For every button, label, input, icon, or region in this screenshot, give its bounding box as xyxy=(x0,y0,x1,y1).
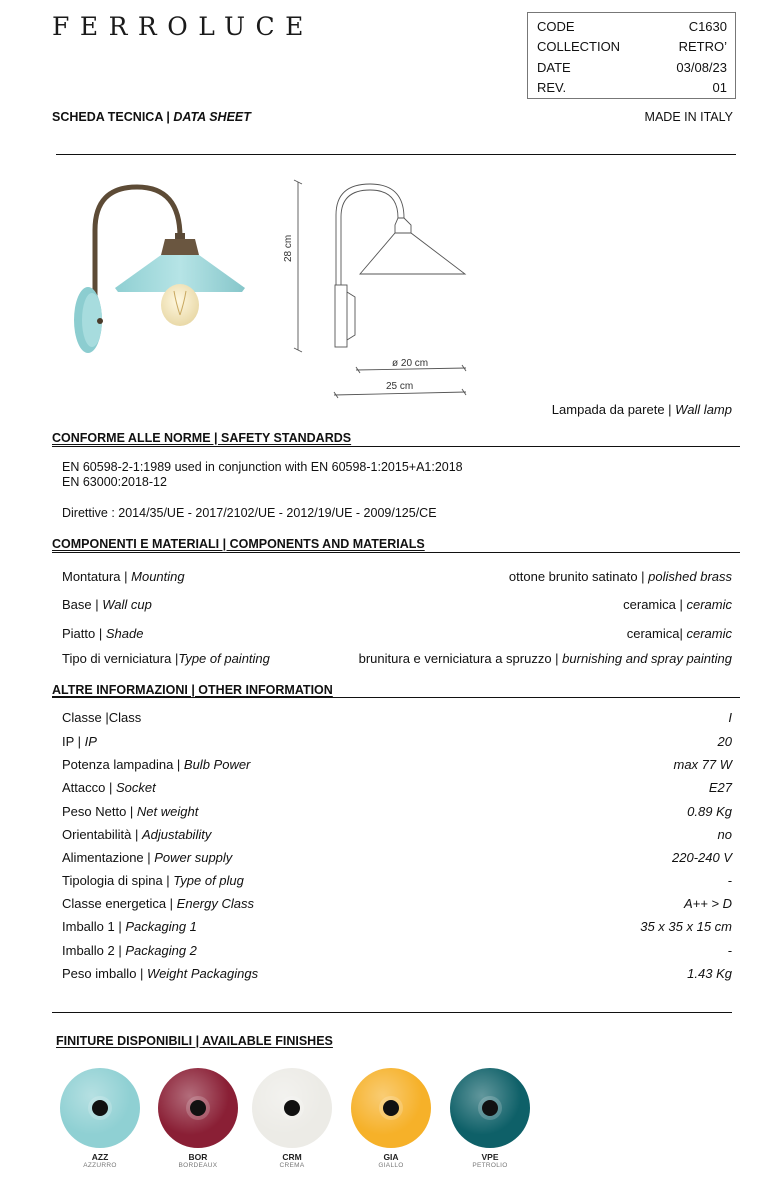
caption-en: Wall lamp xyxy=(675,402,732,417)
info-row-code xyxy=(537,17,727,37)
diameter-dimension: ø 20 cm xyxy=(392,358,429,369)
finish-color-disc xyxy=(60,1068,140,1148)
spec-row xyxy=(62,966,732,981)
depth-dimension: 25 cm xyxy=(386,381,414,392)
component-label: Base | Wall cup xyxy=(62,597,152,612)
section-divider xyxy=(52,1012,732,1013)
component-row xyxy=(62,626,732,641)
safety-standard-line-1: EN 60598-2-1:1989 used in conjunction with EN 60598-1:2015+A1:2018 xyxy=(62,460,463,474)
spec-label: Classe |Class xyxy=(62,710,142,725)
finish-name: GIALLO xyxy=(378,1162,404,1169)
finish-name: PETROLIO xyxy=(472,1162,508,1169)
component-value: ottone brunito satinato | polished brass xyxy=(508,569,732,584)
info-value: 03/08/23 xyxy=(676,59,727,75)
component-value: ceramica| ceramic xyxy=(626,626,732,641)
component-value: ceramica | ceramic xyxy=(623,597,732,612)
wall-lamp-photo xyxy=(62,175,262,370)
component-value: brunitura e verniciatura a spruzzo | burnishing and spray painting xyxy=(358,651,732,666)
spec-value: 35 x 35 x 15 cm xyxy=(640,919,732,934)
spec-label: Peso imballo | Weight Packagings xyxy=(62,966,259,981)
info-label: REV. xyxy=(537,80,567,96)
spec-value: E27 xyxy=(708,780,732,795)
info-value: 01 xyxy=(712,80,727,96)
brand-logo: FERROLUCE xyxy=(52,12,314,41)
component-row xyxy=(62,597,732,612)
spec-row xyxy=(62,850,732,865)
spec-label: Potenza lampadina | Bulb Power xyxy=(62,757,251,772)
component-row xyxy=(62,569,732,584)
spec-value: 220-240 V xyxy=(672,850,732,865)
finish-name: BORDEAUX xyxy=(178,1162,218,1169)
info-row-collection xyxy=(537,37,727,57)
finish-color-disc xyxy=(450,1068,530,1148)
finish-swatch-azz xyxy=(60,1068,140,1170)
component-label: Montatura | Mounting xyxy=(62,569,185,584)
spec-row xyxy=(62,710,732,725)
finish-name: AZZURRO xyxy=(83,1162,117,1169)
finish-swatch-bor xyxy=(158,1068,238,1170)
safety-standards-heading: CONFORME ALLE NORME | SAFETY STANDARDS xyxy=(52,431,352,445)
socket-hole-icon xyxy=(284,1100,300,1116)
finish-color-disc xyxy=(351,1068,431,1148)
info-value: C1630 xyxy=(688,19,727,34)
socket-hole-icon xyxy=(92,1100,108,1116)
finish-color-disc xyxy=(252,1068,332,1148)
document-info-box xyxy=(527,12,736,99)
finish-code: AZZ xyxy=(91,1152,109,1162)
technical-drawing xyxy=(280,170,480,410)
available-finishes-heading: FINITURE DISPONIBILI | AVAILABLE FINISHES xyxy=(56,1034,333,1048)
spec-label: Imballo 1 | Packaging 1 xyxy=(62,919,197,934)
info-label: DATE xyxy=(537,59,571,75)
section-divider xyxy=(52,697,740,698)
spec-label: Attacco | Socket xyxy=(62,780,156,795)
spec-value: no xyxy=(717,827,732,842)
socket-hole-icon xyxy=(383,1100,399,1116)
made-in-label: MADE IN ITALY xyxy=(644,110,733,124)
spec-value: max 77 W xyxy=(673,757,732,772)
spec-row xyxy=(62,757,732,772)
spec-label: IP | IP xyxy=(62,734,97,749)
finish-swatch-crm xyxy=(252,1068,332,1170)
section-divider xyxy=(52,446,740,447)
spec-row xyxy=(62,896,732,911)
finish-code: CRM xyxy=(282,1152,302,1162)
spec-label: Classe energetica | Energy Class xyxy=(62,896,254,911)
finish-name: CREMA xyxy=(279,1162,305,1169)
spec-row xyxy=(62,734,732,749)
spec-value: - xyxy=(727,873,732,888)
spec-label: Alimentazione | Power supply xyxy=(62,850,233,865)
info-label: COLLECTION xyxy=(537,39,621,55)
other-information-heading: ALTRE INFORMAZIONI | OTHER INFORMATION xyxy=(52,683,333,697)
height-dimension: 28 cm xyxy=(283,234,294,262)
spec-value: A++ > D xyxy=(683,896,732,911)
sheet-title xyxy=(52,110,251,124)
spec-value: 1.43 Kg xyxy=(687,966,732,981)
component-row xyxy=(62,651,732,666)
spec-row xyxy=(62,873,732,888)
spec-row xyxy=(62,804,732,819)
spec-label: Peso Netto | Net weight xyxy=(62,804,199,819)
finish-code: VPE xyxy=(481,1152,499,1162)
spec-row xyxy=(62,943,732,958)
socket-hole-icon xyxy=(482,1100,498,1116)
sheet-title-it: SCHEDA TECNICA | xyxy=(52,110,174,124)
product-caption xyxy=(552,402,732,417)
spec-row xyxy=(62,780,732,795)
section-divider xyxy=(52,552,740,553)
directives-line: Direttive : 2014/35/UE - 2017/2102/UE - 2012/19/UE - 2009/125/CE xyxy=(62,506,437,520)
components-heading: COMPONENTI E MATERIALI | COMPONENTS AND MATERIALS xyxy=(52,537,425,551)
spec-row xyxy=(62,827,732,842)
finish-swatches xyxy=(60,1068,540,1178)
component-label: Piatto | Shade xyxy=(62,626,144,641)
spec-value: - xyxy=(727,943,732,958)
component-label: Tipo di verniciatura |Type of painting xyxy=(62,651,270,666)
finish-swatch-gia xyxy=(351,1068,431,1170)
spec-value: 20 xyxy=(717,734,732,749)
spec-row xyxy=(62,919,732,934)
spec-value: 0.89 Kg xyxy=(687,804,732,819)
info-value: RETRO’ xyxy=(678,39,727,55)
info-label: CODE xyxy=(537,19,575,34)
spec-label: Tipologia di spina | Type of plug xyxy=(62,873,244,888)
info-row-rev xyxy=(537,78,727,98)
info-row-date xyxy=(537,58,727,78)
finish-color-disc xyxy=(158,1068,238,1148)
spec-label: Imballo 2 | Packaging 2 xyxy=(62,943,197,958)
finish-swatch-vpe xyxy=(450,1068,530,1170)
caption-it: Lampada da parete | xyxy=(551,402,676,417)
spec-value: I xyxy=(728,710,732,725)
finish-code: GIA xyxy=(383,1152,399,1162)
safety-standard-line-2: EN 63000:2018-12 xyxy=(62,475,167,489)
sheet-title-en: DATA SHEET xyxy=(173,110,251,124)
finish-code: BOR xyxy=(188,1152,208,1162)
spec-label: Orientabilità | Adjustability xyxy=(62,827,212,842)
socket-hole-icon xyxy=(190,1100,206,1116)
header-divider xyxy=(56,154,736,155)
